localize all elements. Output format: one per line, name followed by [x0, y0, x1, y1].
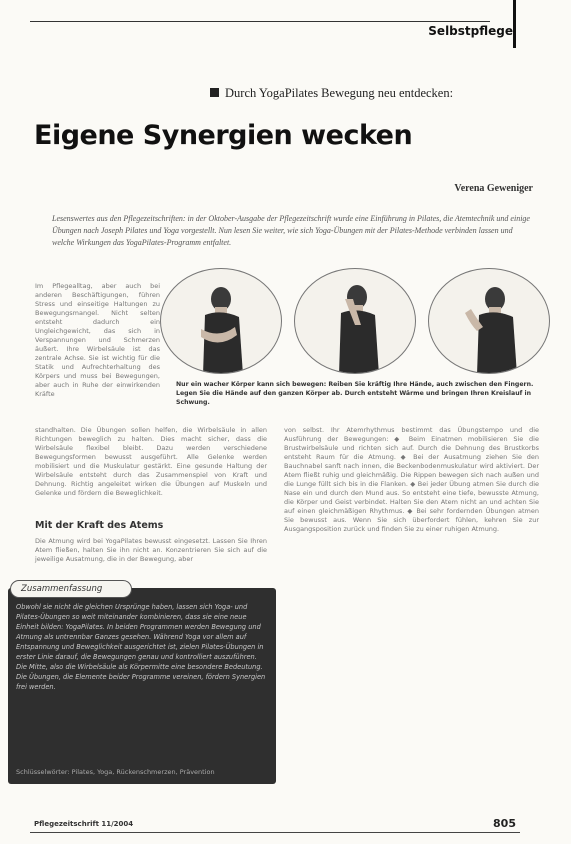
summary-text: Obwohl sie nicht die gleichen Ursprünge haben, lassen sich Yoga- und Pilates-Übungen so weit miteinander kombinieren, dass sie eine neue Einheit bilden: YogaPilates. In beiden Programmen werden Bewegung und Atmung als untrennbar Ganzes gesehen. Während Yoga vor allem auf Entspannung und Beweglichkeit ausgerichtet ist, zielen Pilates-Übungen in erster Linie darauf, die Bewegungen genau und kontrolliert auszuführen. Die Mitte, also die Wirbelsäule als Körpermitte eine besondere Bedeutung. Die Übungen, die Elemente beider Programme vereinen, fördern Synergien frei werden. [16, 603, 266, 691]
exercise-photo-2 [294, 268, 416, 374]
section-rubric: Selbstpflege [428, 24, 513, 38]
footer-rule [30, 832, 520, 833]
journal-name: Pflegezeitschrift 11/2004 [34, 820, 134, 828]
rubric-bar [513, 0, 516, 48]
page-title: Eigene Synergien wecken [34, 120, 413, 151]
square-bullet-icon [210, 88, 219, 97]
page-number: 805 [493, 817, 516, 830]
section-heading: Mit der Kraft des Atems [35, 520, 164, 531]
top-rule [30, 21, 490, 22]
body-column-right: von selbst. Ihr Atemrhythmus bestimmt das Übungstempo und die Ausführung der Bewegungen: ◆ Beim Einatmen mobilisieren Sie die Brustwirbelsäule und richten sich auf. Durch die Dehnung des Brustkorbs entsteht Raum für die Atmung. ◆ Bei der Ausatmung ziehen Sie den Bauchnabel sanft nach innen, die Beckenbodenmuskulatur wird aktiviert. Der Atem fließt ruhig und gleichmäßig. Die Rippen bewegen sich nach außen und die Lunge füllt sich bis in die Flanken. ◆ Bei jeder Übung atmen Sie durch die Nase ein und durch den Mund aus. So entsteht eine tiefe, bewusste Atmung, die Körper und Geist verbindet. Halten Sie den Atem nicht an und achten Sie auf einen gleichmäßigen Rhythmus. ◆ Bei sehr fordernden Übungen atmen Sie bewusst aus. Wenn Sie sich überfordert fühlen, kehren Sie zur Ausgangsposition zurück und finden Sie zu einer ruhigen Atmung. [284, 426, 539, 533]
summary-box [8, 588, 276, 784]
body-column-left-top: Im Pflegealltag, aber auch bei anderen Beschäftigungen, führen Stress und einseitige Haltungen zu Bewegungsmangel. Nicht selten entsteht dadurch ein Ungleichgewicht, das sich in Verspannungen und Schmerzen äußert. Ihre Wirbelsäule ist das zentrale Achse. Sie ist wichtig für die Statik und Aufrechterhaltung des Körpers und muss bei Bewegungen, aber auch in Ruhe der einwirkenden Kräfte [35, 282, 160, 398]
keywords: Schlüsselwörter: Pilates, Yoga, Rückenschmerzen, Prävention [16, 768, 215, 776]
summary-label: Zusammenfassung [10, 580, 132, 598]
lead-paragraph: Lesenswertes aus den Pflegezeitschriften: in der Oktober-Ausgabe der Pflegezeitschrift wurde eine Einführung in Pilates, die Atemtechnik und einige Übungen nach Joseph Pilates und Yoga vorgestellt. Nun lesen Sie weiter, wie sich Yoga-Übungen mit der Pilates-Methode verbinden lassen und welche Wirkungen das YogaPilates-Programm entfaltet. [52, 214, 530, 247]
kicker-text: Durch YogaPilates Bewegung neu entdecken: [225, 86, 454, 100]
body-column-left-2: Die Atmung wird bei YogaPilates bewusst eingesetzt. Lassen Sie Ihren Atem fließen, halten Sie ihn nicht an. Konzentrieren Sie sich auf die jeweilige Ausatmung, die in der Bewegung, aber [35, 537, 267, 563]
body-column-left: standhalten. Die Übungen sollen helfen, die Wirbelsäule in allen Richtungen beweglich zu halten. Dies macht sicher, dass die Wirbelsäule flexibel bleibt. Dazu werden verschiedene Bewegungsformen bewusst ausgeführt. Alle Gelenke werden mobilisiert und die Muskulatur gestärkt. Eine gesunde Haltung der Wirbelsäule entsteht durch das Zusammenspiel von Kraft und Dehnung. Richtig angeleitet wirken die Übungen auf Muskeln und Gelenke und fördern die Beweglichkeit. [35, 426, 267, 497]
exercise-photo-3 [428, 268, 550, 374]
exercise-photo-1 [160, 268, 282, 374]
author: Verena Geweniger [454, 183, 533, 194]
photo-caption: Nur ein wacher Körper kann sich bewegen: Reiben Sie kräftig Ihre Hände, auch zwischen den Fingern. Legen Sie die Hände auf den ganzen Körper ab. Durch entsteht Wärme und bringen Ihren Kreislauf in Schwung. [176, 381, 534, 406]
kicker [210, 86, 453, 101]
